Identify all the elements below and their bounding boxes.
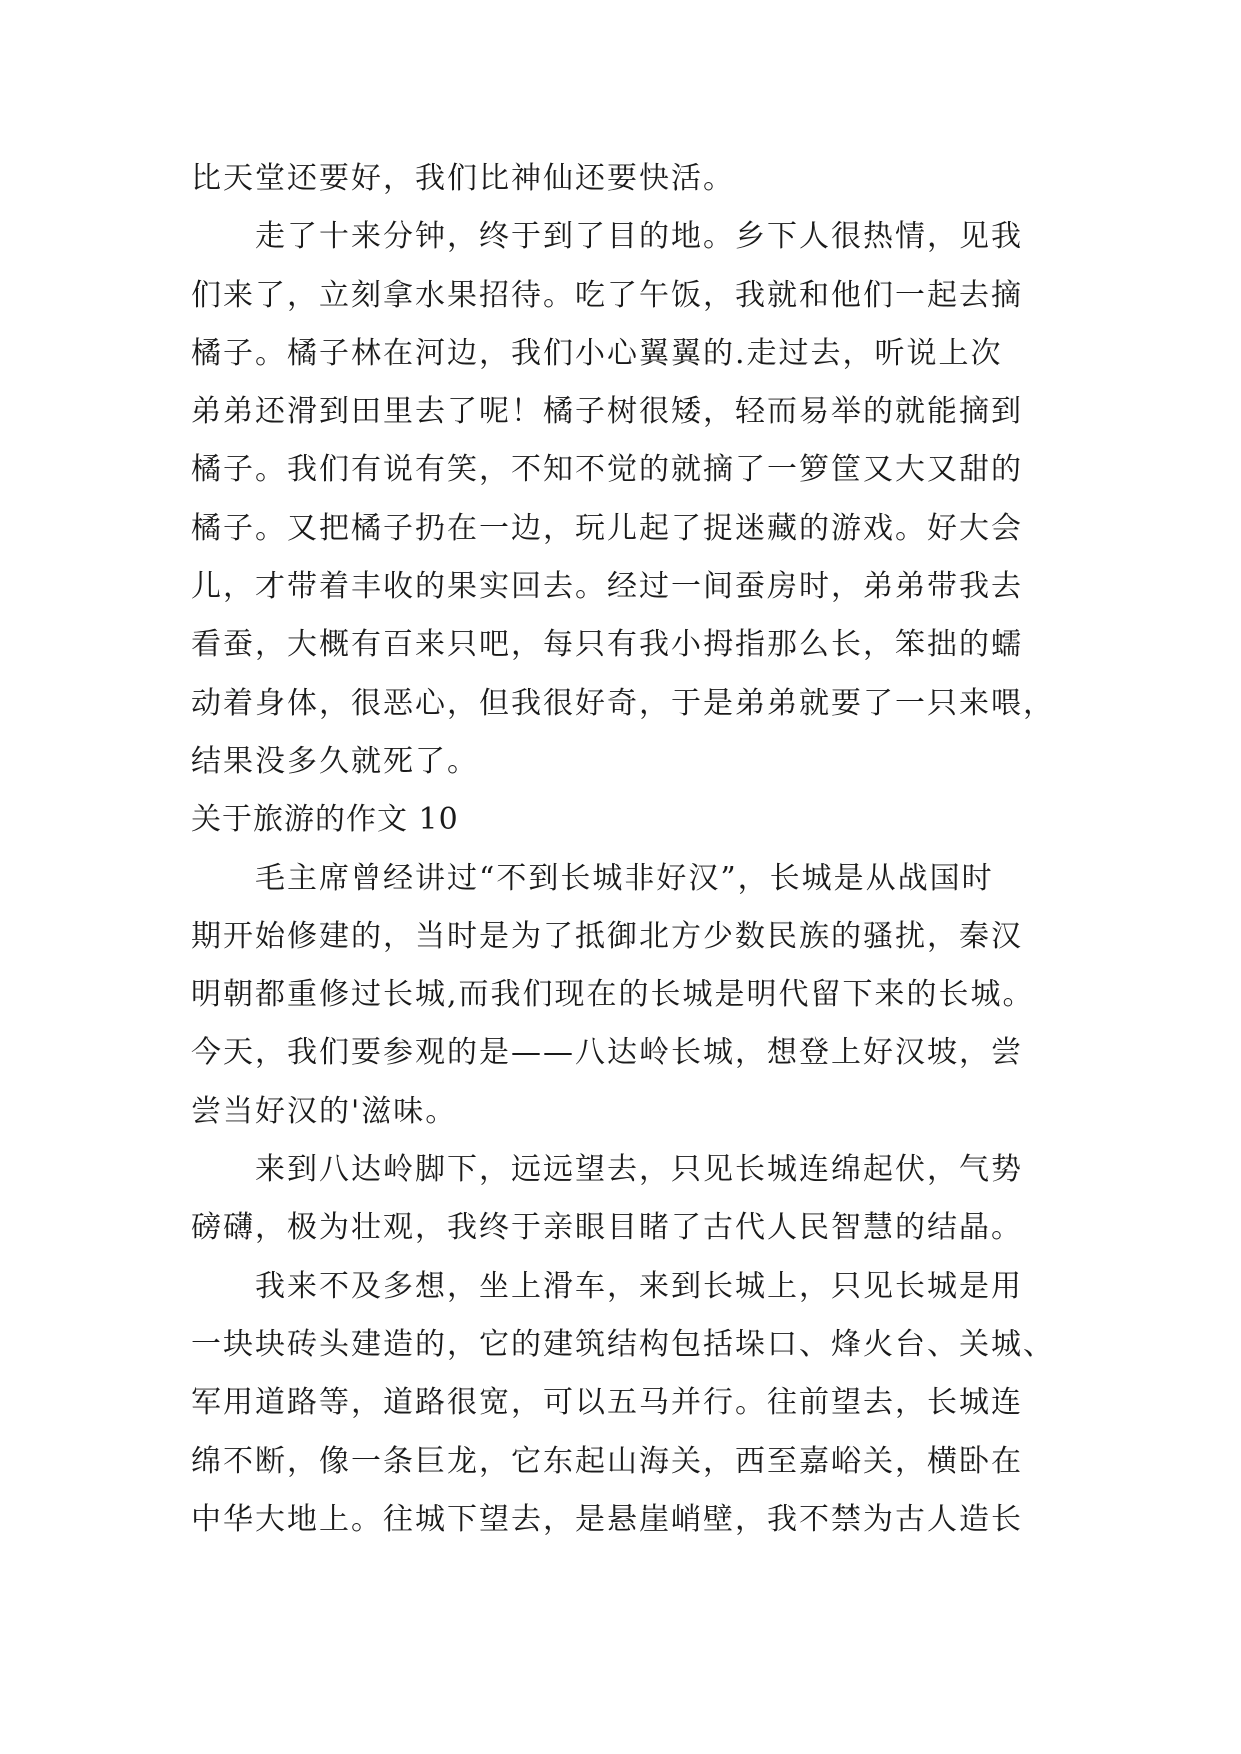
text-line: 儿，才带着丰收的果实回去。经过一间蚕房时，弟弟带我去 xyxy=(191,569,1023,605)
text-line: 看蚕，大概有百来只吧，每只有我小拇指那么长，笨拙的蠕 xyxy=(191,627,1023,663)
paragraph-start-line: 走了十来分钟，终于到了目的地。乡下人很热情，见我 xyxy=(255,219,1023,255)
text-line: 一块块砖头建造的，它的建筑结构包括垛口、烽火台、关城、 xyxy=(191,1326,1055,1362)
text-line: 橘子。我们有说有笑，不知不觉的就摘了一箩筐又大又甜的 xyxy=(191,452,1023,488)
text-line: 结果没多久就死了。 xyxy=(191,743,479,779)
text-line: 橘子。又把橘子扔在一边，玩儿起了捉迷藏的游戏。好大会 xyxy=(191,510,1023,546)
text-line: 们来了，立刻拿水果招待。吃了午饭，我就和他们一起去摘 xyxy=(191,277,1023,313)
text-line: 尝当好汉的'滋味。 xyxy=(191,1093,458,1129)
text-line: 弟弟还滑到田里去了呢！橘子树很矮，轻而易举的就能摘到 xyxy=(191,394,1023,430)
text-line: 橘子。橘子林在河边，我们小心翼翼的.走过去，听说上次 xyxy=(191,335,1003,371)
text-line: 磅礴，极为壮观，我终于亲眼目睹了古代人民智慧的结晶。 xyxy=(191,1210,1023,1246)
text-line: 绵不断，像一条巨龙，它东起山海关，西至嘉峪关，横卧在 xyxy=(191,1443,1023,1479)
text-line: 明朝都重修过长城,而我们现在的长城是明代留下来的长城。 xyxy=(191,977,1035,1013)
paragraph-start-line: 我来不及多想，坐上滑车，来到长城上，只见长城是用 xyxy=(255,1268,1023,1304)
text-line: 比天堂还要好，我们比神仙还要快活。 xyxy=(191,161,735,196)
text-line: 中华大地上。往城下望去，是悬崖峭壁，我不禁为古人造长 xyxy=(191,1501,1023,1537)
text-line: 动着身体，很恶心，但我很好奇，于是弟弟就要了一只来喂， xyxy=(191,685,1055,721)
text-line: 今天，我们要参观的是——八达岭长城，想登上好汉坡，尝 xyxy=(191,1035,1023,1071)
text-line: 期开始修建的，当时是为了抵御北方少数民族的骚扰，秦汉 xyxy=(191,918,1023,954)
text-line: 军用道路等，道路很宽，可以五马并行。往前望去，长城连 xyxy=(191,1385,1023,1421)
paragraph-start-line: 毛主席曾经讲过“不到长城非好汉”，长城是从战国时 xyxy=(255,860,994,896)
document-body xyxy=(191,150,1055,1549)
section-heading: 关于旅游的作文 10 xyxy=(191,802,459,838)
paragraph-start-line: 来到八达岭脚下，远远望去，只见长城连绵起伏，气势 xyxy=(255,1152,1023,1188)
